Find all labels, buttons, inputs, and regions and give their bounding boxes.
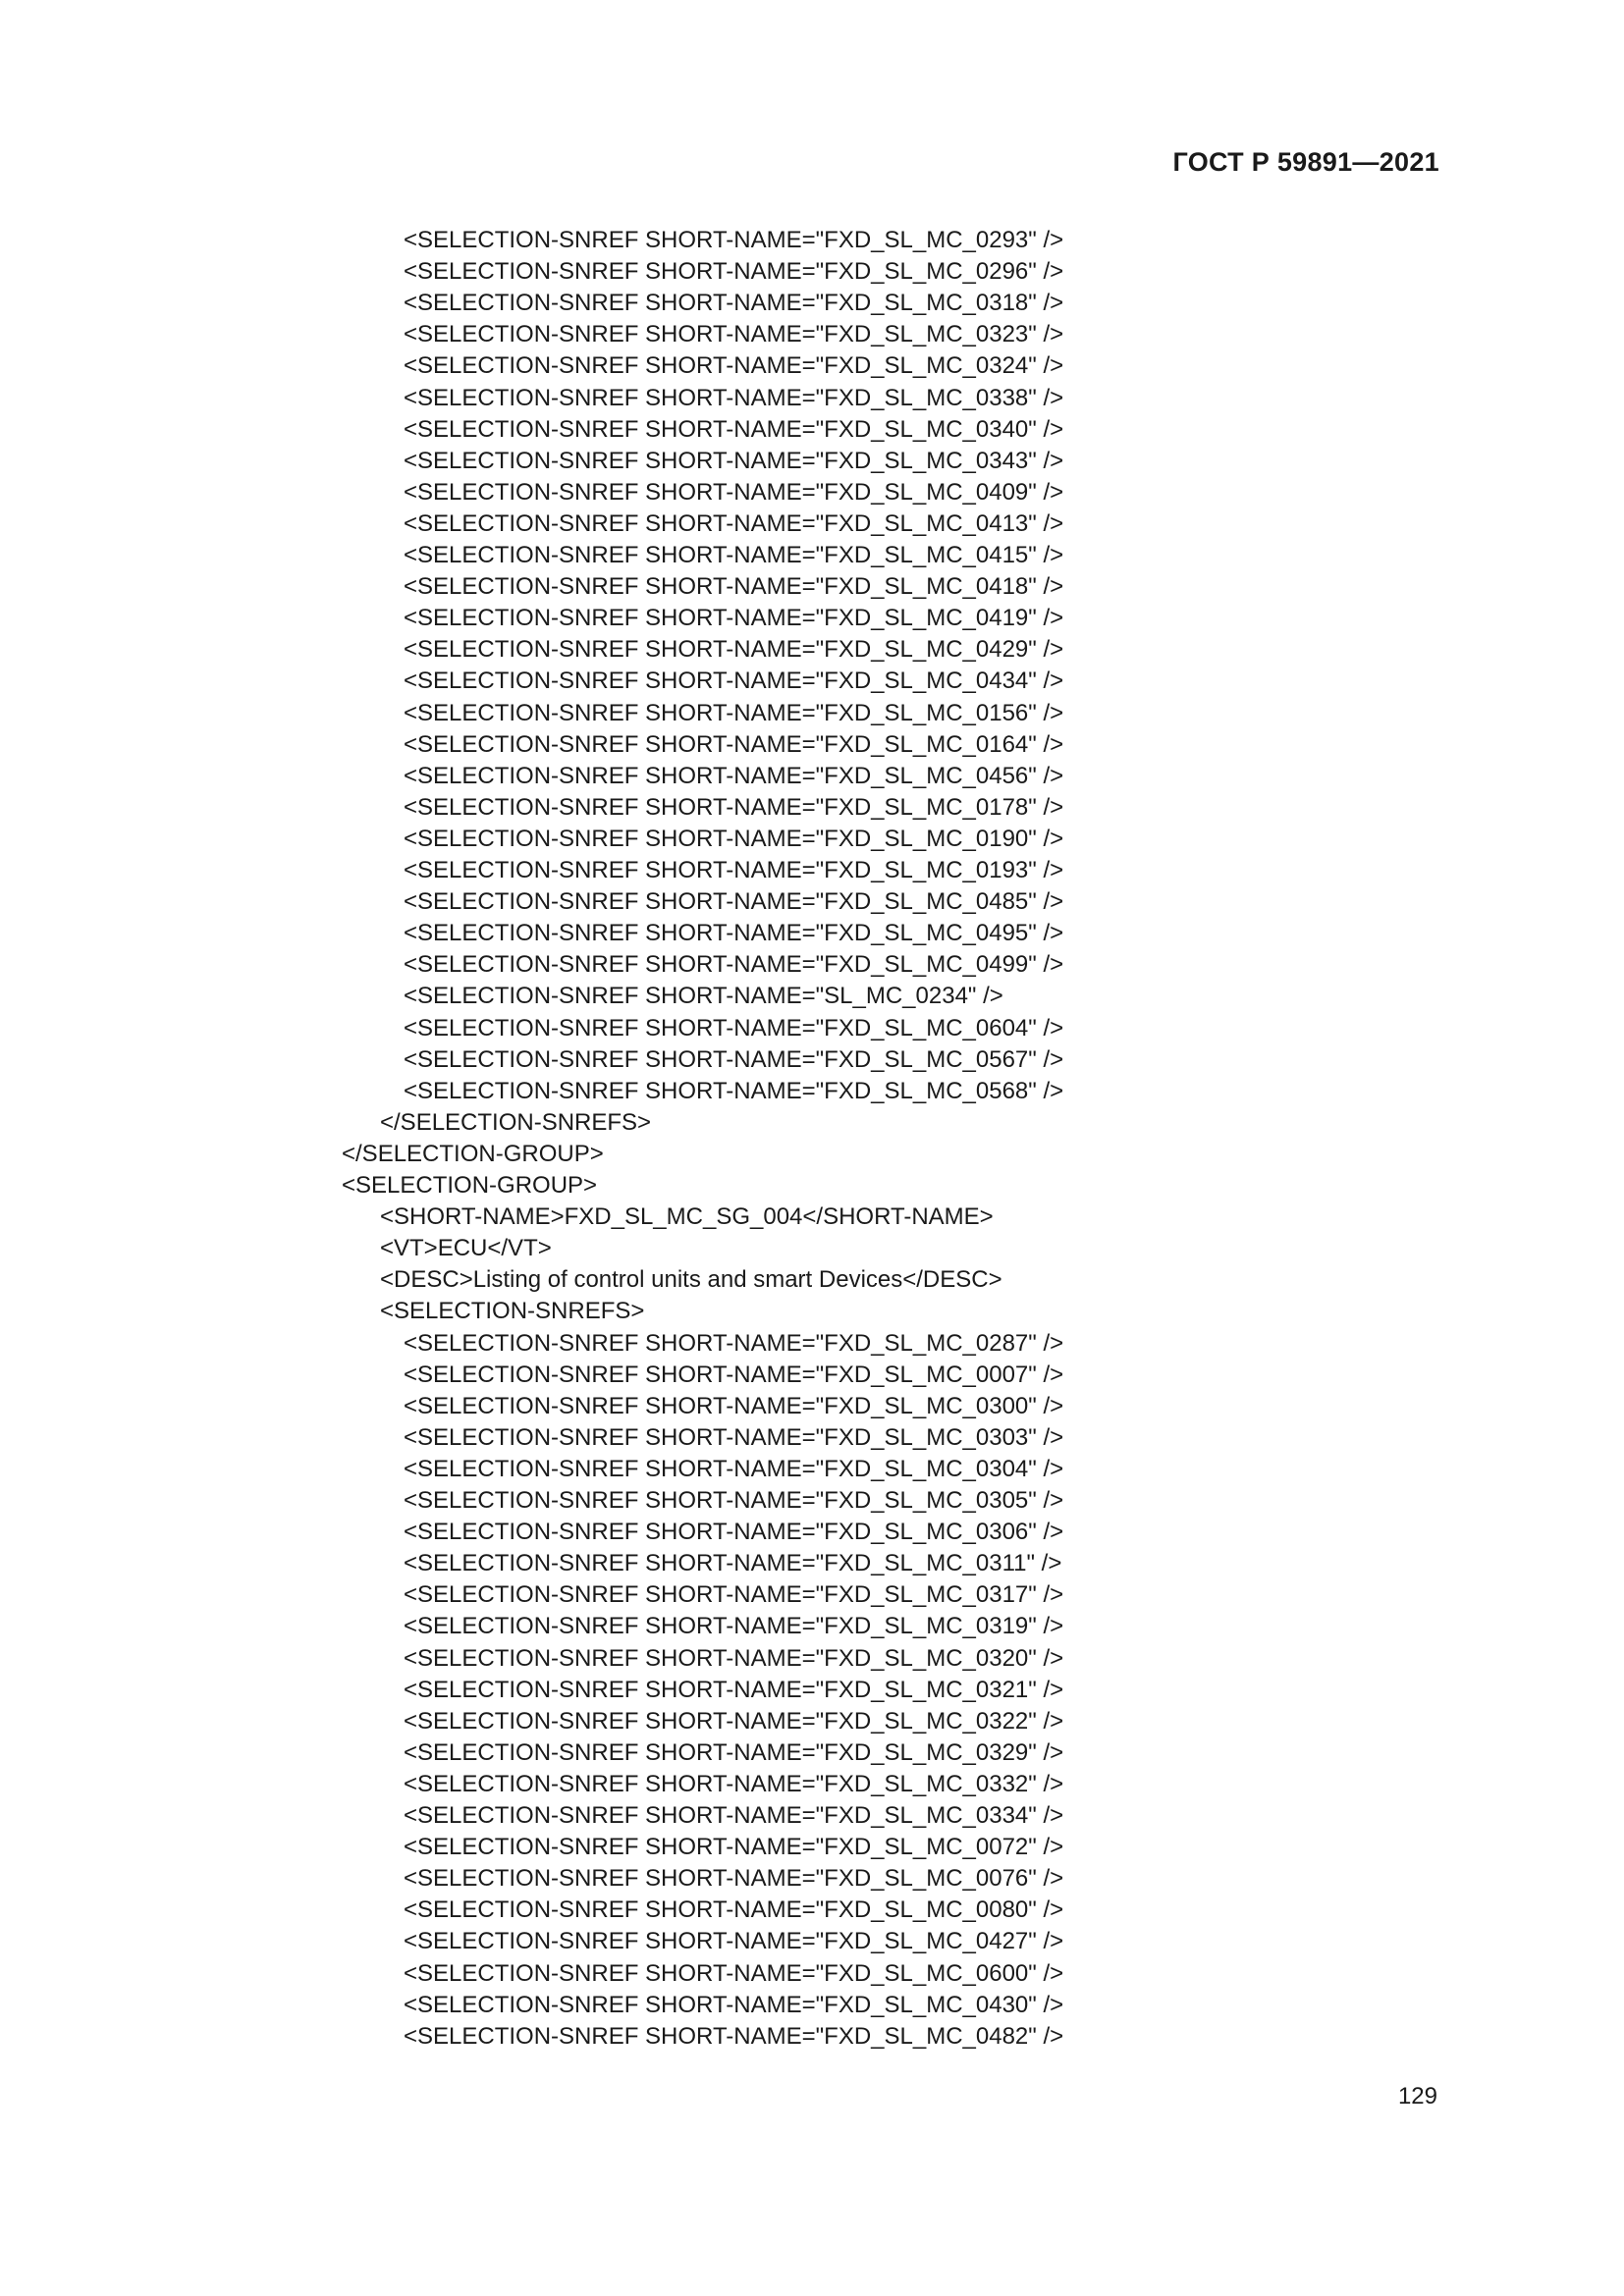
code-line: <SELECTION-SNREF SHORT-NAME="FXD_SL_MC_0321" />: [404, 1676, 1064, 1703]
code-line: <SELECTION-SNREF SHORT-NAME="FXD_SL_MC_0429" />: [404, 636, 1064, 664]
code-line: <SELECTION-SNREF SHORT-NAME="FXD_SL_MC_0338" />: [404, 384, 1064, 411]
page-number: 129: [1397, 2083, 1437, 2109]
code-line: <SELECTION-SNREF SHORT-NAME="FXD_SL_MC_0287" />: [404, 1329, 1064, 1357]
code-line: <DESC>Listing of control units and smart Devices</DESC>: [380, 1266, 1002, 1294]
code-line: <SELECTION-SNREF SHORT-NAME="FXD_SL_MC_0296" />: [404, 258, 1064, 286]
code-line: <SELECTION-SNREF SHORT-NAME="FXD_SL_MC_0427" />: [404, 1928, 1064, 1955]
code-line: <SELECTION-SNREF SHORT-NAME="FXD_SL_MC_0306" />: [404, 1519, 1064, 1546]
code-line: <SELECTION-SNREF SHORT-NAME="FXD_SL_MC_0456" />: [404, 762, 1064, 789]
code-line: <SELECTION-SNREF SHORT-NAME="FXD_SL_MC_0190" />: [404, 825, 1064, 852]
code-line: <SELECTION-SNREF SHORT-NAME="FXD_SL_MC_0430" />: [404, 1991, 1064, 2018]
code-line: <SELECTION-SNREF SHORT-NAME="FXD_SL_MC_0304" />: [404, 1455, 1064, 1482]
code-line: <SELECTION-SNREF SHORT-NAME="FXD_SL_MC_0418" />: [404, 573, 1064, 601]
code-line: <SELECTION-SNREF SHORT-NAME="FXD_SL_MC_0340" />: [404, 415, 1064, 443]
code-line: <SELECTION-SNREF SHORT-NAME="FXD_SL_MC_0164" />: [404, 730, 1064, 758]
code-line: <SELECTION-SNREF SHORT-NAME="FXD_SL_MC_0178" />: [404, 793, 1064, 821]
code-line: <SELECTION-SNREF SHORT-NAME="FXD_SL_MC_0485" />: [404, 888, 1064, 916]
code-line: <SHORT-NAME>FXD_SL_MC_SG_004</SHORT-NAME>: [380, 1203, 994, 1231]
code-line: <SELECTION-SNREF SHORT-NAME="FXD_SL_MC_0072" />: [404, 1834, 1064, 1861]
code-line: <VT>ECU</VT>: [380, 1235, 552, 1262]
code-line: <SELECTION-SNREF SHORT-NAME="FXD_SL_MC_0303" />: [404, 1423, 1064, 1451]
code-line: <SELECTION-SNREF SHORT-NAME="FXD_SL_MC_0567" />: [404, 1045, 1064, 1073]
code-line: </SELECTION-SNREFS>: [380, 1108, 652, 1136]
code-line: <SELECTION-SNREF SHORT-NAME="FXD_SL_MC_0007" />: [404, 1361, 1064, 1388]
code-line: <SELECTION-SNREF SHORT-NAME="FXD_SL_MC_0305" />: [404, 1487, 1064, 1514]
code-line: <SELECTION-SNREF SHORT-NAME="FXD_SL_MC_0568" />: [404, 1077, 1064, 1104]
code-line: <SELECTION-SNREF SHORT-NAME="FXD_SL_MC_0419" />: [404, 605, 1064, 632]
code-line: <SELECTION-SNREF SHORT-NAME="FXD_SL_MC_0604" />: [404, 1014, 1064, 1041]
code-line: <SELECTION-SNREF SHORT-NAME="FXD_SL_MC_0600" />: [404, 1959, 1064, 1987]
code-line: <SELECTION-SNREFS>: [380, 1298, 645, 1325]
code-line: <SELECTION-SNREF SHORT-NAME="FXD_SL_MC_0415" />: [404, 542, 1064, 568]
code-line: <SELECTION-SNREF SHORT-NAME="FXD_SL_MC_0499" />: [404, 951, 1064, 979]
code-line: <SELECTION-SNREF SHORT-NAME="FXD_SL_MC_0080" />: [404, 1896, 1064, 1924]
code-line: <SELECTION-SNREF SHORT-NAME="FXD_SL_MC_0324" />: [404, 352, 1064, 380]
code-line: <SELECTION-SNREF SHORT-NAME="FXD_SL_MC_0293" />: [404, 227, 1064, 253]
code-line: <SELECTION-SNREF SHORT-NAME="FXD_SL_MC_0322" />: [404, 1707, 1064, 1735]
code-line: <SELECTION-SNREF SHORT-NAME="FXD_SL_MC_0156" />: [404, 699, 1064, 726]
code-line: <SELECTION-SNREF SHORT-NAME="FXD_SL_MC_0332" />: [404, 1770, 1064, 1797]
code-line: <SELECTION-SNREF SHORT-NAME="FXD_SL_MC_0329" />: [404, 1738, 1064, 1766]
code-line: <SELECTION-SNREF SHORT-NAME="FXD_SL_MC_0317" />: [404, 1581, 1064, 1609]
code-line: <SELECTION-SNREF SHORT-NAME="FXD_SL_MC_0320" />: [404, 1644, 1064, 1672]
code-line: <SELECTION-SNREF SHORT-NAME="FXD_SL_MC_0409" />: [404, 478, 1064, 506]
code-line: <SELECTION-SNREF SHORT-NAME="FXD_SL_MC_0434" />: [404, 667, 1064, 695]
code-line: <SELECTION-SNREF SHORT-NAME="FXD_SL_MC_0413" />: [404, 509, 1064, 537]
code-line: <SELECTION-SNREF SHORT-NAME="FXD_SL_MC_0311" />: [404, 1550, 1062, 1577]
code-line: <SELECTION-SNREF SHORT-NAME="FXD_SL_MC_0323" />: [404, 321, 1064, 348]
code-line: <SELECTION-SNREF SHORT-NAME="FXD_SL_MC_0343" />: [404, 447, 1064, 474]
code-line: <SELECTION-SNREF SHORT-NAME="FXD_SL_MC_0193" />: [404, 857, 1064, 883]
code-line: </SELECTION-GROUP>: [342, 1140, 604, 1167]
code-line: <SELECTION-SNREF SHORT-NAME="FXD_SL_MC_0482" />: [404, 2022, 1064, 2050]
document-header-title: ГОСТ Р 59891—2021: [1172, 147, 1439, 177]
code-line: <SELECTION-SNREF SHORT-NAME="FXD_SL_MC_0300" />: [404, 1392, 1064, 1419]
code-line: <SELECTION-GROUP>: [342, 1172, 598, 1199]
code-line: <SELECTION-SNREF SHORT-NAME="SL_MC_0234" />: [404, 983, 1003, 1010]
code-line: <SELECTION-SNREF SHORT-NAME="FXD_SL_MC_0076" />: [404, 1865, 1064, 1893]
code-line: <SELECTION-SNREF SHORT-NAME="FXD_SL_MC_0334" />: [404, 1802, 1064, 1829]
code-line: <SELECTION-SNREF SHORT-NAME="FXD_SL_MC_0495" />: [404, 920, 1064, 947]
code-line: <SELECTION-SNREF SHORT-NAME="FXD_SL_MC_0318" />: [404, 290, 1064, 317]
code-line: <SELECTION-SNREF SHORT-NAME="FXD_SL_MC_0319" />: [404, 1613, 1064, 1640]
